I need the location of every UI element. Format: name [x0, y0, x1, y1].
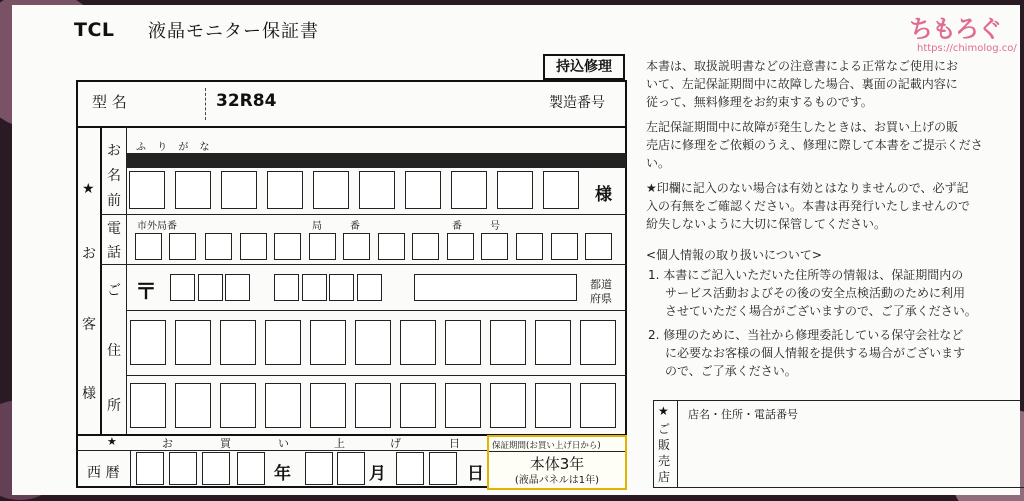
- phone-cell[interactable]: [240, 233, 267, 260]
- name-cell[interactable]: [129, 171, 165, 209]
- address-cell[interactable]: [310, 383, 346, 428]
- name-cell[interactable]: [405, 171, 441, 209]
- phone-cell[interactable]: [551, 233, 578, 260]
- number-label-2: 号: [490, 221, 500, 232]
- shop-label-char: 販: [658, 438, 671, 452]
- note-line: 本書は、取扱説明書などの注意書による正常なご使用にお: [646, 59, 959, 73]
- phone-cell[interactable]: [481, 233, 508, 260]
- phone-cell[interactable]: [343, 233, 370, 260]
- warranty-sub: (液晶パネルは1年): [514, 475, 600, 486]
- note-line: 従って、無料修理をお約束するものです。: [646, 95, 873, 109]
- address-cell[interactable]: [130, 383, 166, 428]
- note-line: 入の有無をご確認ください。本書は再発行いたしませんので: [646, 199, 971, 213]
- watermark-site-url: https://chimolog.co/: [917, 43, 1017, 54]
- shop-label-char: ★: [658, 404, 669, 418]
- date-cell[interactable]: [202, 452, 230, 485]
- warranty-card: [12, 5, 1020, 495]
- shop-label-char: 店: [658, 470, 671, 484]
- phone-cell[interactable]: [309, 233, 336, 260]
- phone-cell[interactable]: [205, 233, 232, 260]
- note-line: ★印欄に記入のない場合は有効とはなりませんので、必ず記: [646, 181, 969, 195]
- name-cell[interactable]: [313, 171, 349, 209]
- prefecture-label-2: 府県: [590, 292, 612, 305]
- era-label: 西 暦: [87, 465, 120, 481]
- address-cell[interactable]: [265, 320, 301, 365]
- note-line: 紛失しないように大切に保管してください。: [646, 217, 887, 231]
- address-char-3: 所: [107, 398, 121, 414]
- warranty-period-title: 保証期間(お買い上げ日から): [492, 441, 601, 451]
- address-char-1: ご: [107, 283, 121, 299]
- name-char-2: 名: [107, 168, 121, 184]
- address-cell[interactable]: [400, 383, 436, 428]
- postal-cell[interactable]: [274, 274, 299, 301]
- customer-char-2: 客: [82, 317, 96, 333]
- purchase-header-char: ★: [107, 435, 117, 448]
- note-line: サービス活動およびその後の安全点検活動のために利用: [665, 286, 966, 300]
- postal-cell[interactable]: [357, 274, 382, 301]
- service-type-badge: 持込修理: [543, 54, 625, 80]
- postal-cell[interactable]: [170, 274, 195, 301]
- phone-cell[interactable]: [447, 233, 474, 260]
- date-cell[interactable]: [337, 452, 365, 485]
- phone-char-1: 電: [107, 221, 121, 237]
- watermark-site-name: ちもろぐ: [909, 15, 1001, 43]
- serial-label: 製造番号: [549, 95, 605, 111]
- name-cell[interactable]: [543, 171, 579, 209]
- phone-cell[interactable]: [585, 233, 612, 260]
- year-label: 年: [274, 464, 291, 484]
- date-cell[interactable]: [305, 452, 333, 485]
- name-char-3: 前: [107, 193, 121, 209]
- month-label: 月: [369, 464, 386, 484]
- postal-mark: 〒: [135, 280, 158, 305]
- phone-char-2: 話: [107, 245, 121, 261]
- purchase-header-char: お: [162, 437, 173, 450]
- furigana-label: ふ り が な: [136, 142, 214, 153]
- name-cell[interactable]: [451, 171, 487, 209]
- privacy-title: <個人情報の取り扱いについて>: [646, 248, 822, 262]
- address-cell[interactable]: [580, 320, 616, 365]
- address-cell[interactable]: [310, 320, 346, 365]
- model-label: 型 名: [92, 93, 127, 111]
- date-cell[interactable]: [237, 452, 265, 485]
- note-line: い。: [646, 156, 671, 170]
- address-cell[interactable]: [445, 383, 481, 428]
- phone-cell[interactable]: [516, 233, 543, 260]
- brand-logo: TCL: [74, 19, 115, 41]
- address-char-2: 住: [107, 343, 121, 359]
- model-value[interactable]: 32R84: [216, 91, 277, 111]
- date-cell[interactable]: [429, 452, 457, 485]
- note-line: させていただく場合がございますので、ご了承ください。: [665, 304, 977, 318]
- note-line: いて、左記保証期間中に故障した場合、裏面の記載内容に: [646, 77, 958, 91]
- prefecture-label-1: 都道: [590, 278, 612, 291]
- address-cell[interactable]: [490, 320, 526, 365]
- day-label: 日: [467, 464, 484, 484]
- address-cell[interactable]: [355, 383, 391, 428]
- note-line: に必要なお客様の個人情報を提供する場合がございます: [665, 346, 966, 360]
- address-cell[interactable]: [175, 383, 211, 428]
- customer-char-3: 様: [82, 386, 96, 402]
- local-label-1: 局: [312, 221, 322, 232]
- shop-label-char: ご: [658, 422, 671, 436]
- customer-char-1: お: [82, 246, 96, 262]
- name-cell[interactable]: [221, 171, 257, 209]
- purchase-header-char: い: [278, 437, 289, 450]
- phone-cell[interactable]: [169, 233, 196, 260]
- warranty-main: 本体3年: [529, 455, 585, 473]
- name-char-1: お: [107, 143, 121, 159]
- address-cell[interactable]: [580, 383, 616, 428]
- note-line: 売店に修理をご依頼のうえ、修理に際して本書をご提示くださ: [646, 138, 983, 152]
- postal-cell[interactable]: [302, 274, 327, 301]
- address-cell[interactable]: [355, 320, 391, 365]
- address-cell[interactable]: [400, 320, 436, 365]
- card-title: 液晶モニター保証書: [148, 21, 319, 42]
- phone-cell[interactable]: [135, 233, 162, 260]
- area-code-label: 市外局番: [137, 221, 177, 232]
- star-mark: ★: [82, 181, 95, 197]
- address-cell[interactable]: [220, 383, 256, 428]
- address-cell[interactable]: [130, 320, 166, 365]
- furigana-bar: [126, 153, 626, 168]
- note-line: 1. 本書にご記入いただいた住所等の情報は、保証期間内の: [648, 268, 964, 282]
- warranty-period-box: [487, 435, 627, 490]
- purchase-header-char: 上: [334, 437, 345, 450]
- prefecture-input[interactable]: [414, 274, 577, 301]
- note-line: 左記保証期間中に故障が発生したときは、お買い上げの販: [646, 120, 959, 134]
- purchase-header-char: げ: [390, 437, 401, 450]
- date-cell[interactable]: [396, 452, 424, 485]
- name-cell[interactable]: [359, 171, 395, 209]
- purchase-header-char: 日: [449, 437, 460, 450]
- postal-cell[interactable]: [198, 274, 223, 301]
- address-cell[interactable]: [490, 383, 526, 428]
- shop-fields-label: 店名・住所・電話番号: [688, 408, 798, 421]
- purchase-header-char: 買: [220, 437, 231, 450]
- address-cell[interactable]: [220, 320, 256, 365]
- number-label-1: 番: [452, 221, 462, 232]
- postal-cell[interactable]: [225, 274, 250, 301]
- phone-cell[interactable]: [274, 233, 301, 260]
- phone-cell[interactable]: [412, 233, 439, 260]
- address-cell[interactable]: [265, 383, 301, 428]
- address-cell[interactable]: [175, 320, 211, 365]
- phone-cell[interactable]: [378, 233, 405, 260]
- note-line: ので、ご了承ください。: [665, 364, 797, 378]
- note-line: 2. 修理のために、当社から修理委託している保守会社など: [648, 328, 964, 342]
- local-label-2: 番: [350, 221, 360, 232]
- postal-cell[interactable]: [329, 274, 354, 301]
- address-cell[interactable]: [535, 320, 571, 365]
- address-cell[interactable]: [535, 383, 571, 428]
- name-cell[interactable]: [267, 171, 303, 209]
- date-cell[interactable]: [136, 452, 164, 485]
- name-cell[interactable]: [497, 171, 533, 209]
- date-cell[interactable]: [169, 452, 197, 485]
- name-cell[interactable]: [175, 171, 211, 209]
- sama-suffix: 様: [595, 185, 612, 205]
- address-cell[interactable]: [445, 320, 481, 365]
- shop-label-char: 売: [658, 454, 671, 468]
